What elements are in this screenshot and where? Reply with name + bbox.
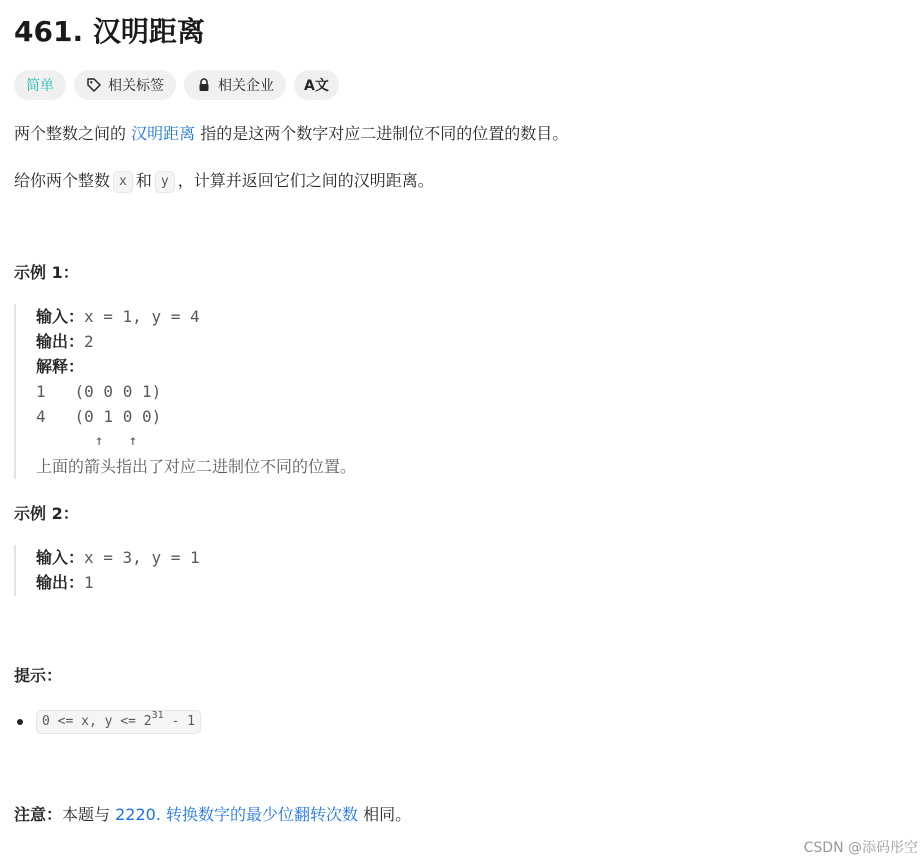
input-value: x = 3, y = 1 bbox=[84, 548, 200, 567]
explanation-label: 解释： bbox=[36, 357, 85, 376]
hints-heading: 提示： bbox=[14, 666, 63, 685]
constraint-text: 0 <= x, y <= 2 bbox=[42, 714, 152, 729]
constraint-exponent: 31 bbox=[151, 710, 164, 721]
output-label: 输出： bbox=[36, 573, 85, 592]
related-companies-button[interactable] bbox=[184, 70, 286, 100]
description-text: 和 bbox=[135, 171, 152, 190]
description-text: 给你两个整数 bbox=[14, 171, 111, 190]
example-2-heading: 示例 2： bbox=[14, 504, 79, 523]
tag-icon bbox=[86, 77, 102, 93]
description-paragraph-1 bbox=[14, 122, 568, 146]
example-1-block bbox=[14, 304, 356, 479]
input-label: 输入： bbox=[36, 307, 85, 326]
constraint-text: - 1 bbox=[163, 714, 195, 729]
lock-icon bbox=[196, 77, 212, 93]
difficulty-badge[interactable] bbox=[14, 70, 66, 100]
example-2-input bbox=[36, 545, 200, 570]
translate-icon: A文 bbox=[304, 78, 329, 94]
example-1-binary-line-1: 1 (0 0 0 1) bbox=[36, 382, 162, 401]
description-text: 两个整数之间的 bbox=[14, 124, 127, 143]
note-text: 相同。 bbox=[363, 805, 412, 824]
example-2-output bbox=[36, 570, 200, 595]
description-text: 指的是这两个数字对应二进制位不同的位置的数目。 bbox=[200, 124, 569, 143]
example-1-input bbox=[36, 304, 356, 329]
hamming-distance-link[interactable]: 汉明距离 bbox=[131, 124, 196, 143]
example-2-block bbox=[14, 545, 200, 596]
description-text: ，计算并返回它们之间的汉明距离。 bbox=[177, 171, 434, 190]
output-value: 2 bbox=[84, 332, 94, 351]
constraint-item bbox=[36, 710, 201, 734]
note-text: 本题与 bbox=[62, 805, 111, 824]
translate-button[interactable] bbox=[294, 70, 339, 100]
example-1-heading: 示例 1： bbox=[14, 263, 79, 282]
csdn-watermark: CSDN @添码彤空 bbox=[803, 840, 918, 856]
difficulty-label: 简单 bbox=[26, 78, 54, 94]
input-label: 输入： bbox=[36, 548, 85, 567]
problem-title: 461. 汉明距离 bbox=[14, 15, 205, 48]
inline-code-y: y bbox=[155, 171, 175, 193]
input-value: x = 1, y = 4 bbox=[84, 307, 200, 326]
example-1-note: 上面的箭头指出了对应二进制位不同的位置。 bbox=[36, 457, 357, 476]
constraints-list bbox=[14, 710, 201, 734]
note-paragraph bbox=[14, 803, 411, 827]
example-1-arrows: ↑ ↑ bbox=[36, 433, 138, 449]
output-label: 输出： bbox=[36, 332, 85, 351]
example-1-output bbox=[36, 329, 356, 354]
related-problem-link[interactable]: 2220. 转换数字的最少位翻转次数 bbox=[115, 805, 359, 824]
related-tags-label: 相关标签 bbox=[108, 78, 164, 94]
example-1-binary-line-2: 4 (0 1 0 0) bbox=[36, 407, 162, 426]
related-companies-label: 相关企业 bbox=[218, 78, 274, 94]
related-tags-button[interactable] bbox=[74, 70, 176, 100]
note-label: 注意： bbox=[14, 805, 63, 824]
description-paragraph-2 bbox=[14, 169, 434, 193]
inline-code-x: x bbox=[113, 171, 133, 193]
example-1-explanation bbox=[36, 354, 356, 379]
output-value: 1 bbox=[84, 573, 94, 592]
list-bullet bbox=[17, 719, 23, 725]
tag-bar bbox=[14, 70, 339, 100]
